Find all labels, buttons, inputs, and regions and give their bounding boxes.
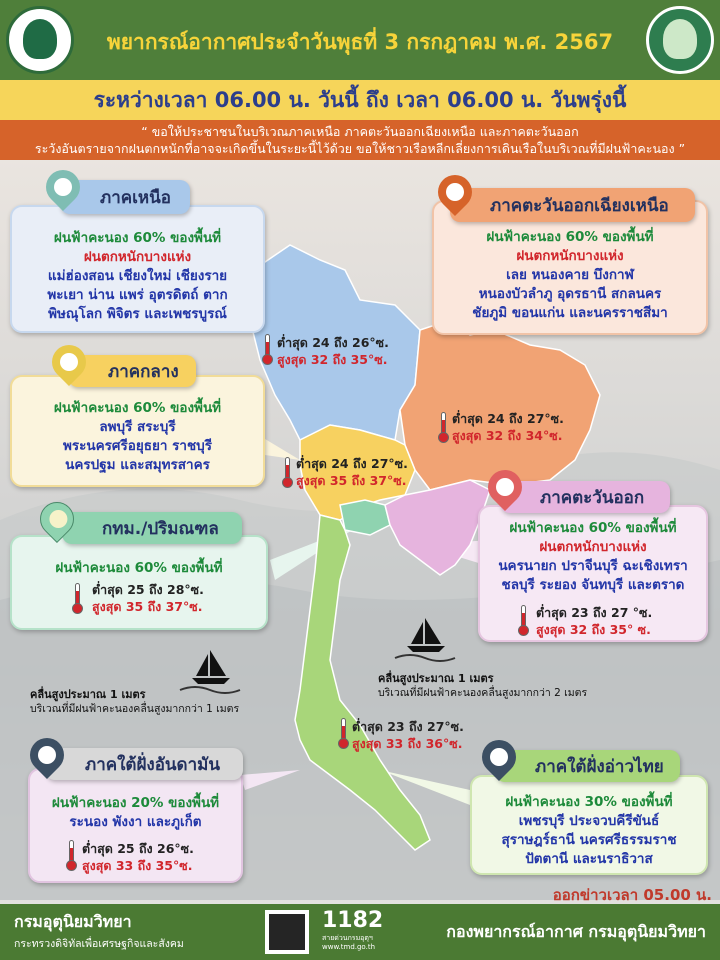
south-map-temp	[352, 718, 464, 752]
issue-time: ออกข่าวเวลา 05.00 น.	[552, 886, 712, 904]
forecast-period: ระหว่างเวลา 06.00 น. วันนี้ ถึง เวลา 06.00 น. วันพรุ่งนี้	[0, 80, 720, 120]
bangkok-label	[62, 512, 242, 544]
qr-code-icon[interactable]	[265, 910, 309, 954]
footer-bar	[0, 904, 720, 960]
gulf-note: บริเวณที่มีฝนฟ้าคะนองคลื่นสูงมากกว่า 2 เมตร	[378, 687, 588, 699]
central-temp-high: สูงสุด 35 ถึง 37°ซ.	[296, 473, 407, 488]
north-rain: ฝนฟ้าคะนอง 60% ของพื้นที่	[53, 230, 222, 246]
header-bar	[0, 0, 720, 80]
andaman-label	[45, 748, 243, 780]
east-temp	[536, 604, 652, 638]
northeast-temp-high: สูงสุด 32 ถึง 34°ซ.	[452, 428, 563, 443]
north-label-text: ภาคเหนือ	[100, 187, 171, 208]
northeast-rain: ฝนฟ้าคะนอง 60% ของพื้นที่	[486, 229, 654, 245]
northeast-areas-3: ชัยภูมิ ขอนแก่น และนครราชสีมา	[472, 305, 668, 321]
footer-division: กองพยากรณ์อากาศ กรมอุตุนิยมวิทยา	[446, 922, 706, 941]
east-areas-1: นครนายก ปราจีนบุรี ฉะเชิงเทรา	[498, 558, 688, 574]
andaman-rain: ฝนฟ้าคะนอง 20% ของพื้นที่	[51, 795, 220, 811]
gulf-sea-note	[378, 672, 587, 700]
central-areas-3: นครปฐม และสมุทรสาคร	[65, 457, 210, 473]
hotline-sub-label: สายด่วนกรมอุตุฯ	[322, 934, 373, 942]
central-temp	[296, 455, 408, 489]
andaman-wave: คลื่นสูงประมาณ 1 เมตร	[30, 688, 146, 701]
gulf-areas-2: สุราษฎร์ธานี นครศรีธรรมราช	[501, 832, 677, 848]
gulf-label-text: ภาคใต้ฝั่งอ่าวไทย	[535, 756, 664, 777]
east-heavy: ฝนตกหนักบางแห่ง	[539, 539, 647, 555]
northeast-areas-2: หนองบัวลำภู อุดรธานี สกลนคร	[478, 286, 662, 302]
ministry-logo	[6, 6, 74, 74]
central-areas-1: ลพบุรี สระบุรี	[99, 419, 176, 435]
north-areas-2: พะเยา น่าน แพร่ อุตรดิตถ์ ตาก	[47, 287, 228, 303]
northeast-label-text: ภาคตะวันออกเฉียงเหนือ	[490, 195, 669, 216]
east-temp-low: ต่ำสุด 23 ถึง 27 °ซ.	[536, 605, 653, 620]
thermometer-icon	[338, 718, 348, 748]
northeast-temp-low: ต่ำสุด 24 ถึง 27°ซ.	[452, 411, 564, 426]
andaman-areas-1: ระนอง พังงา และภูเก็ต	[69, 814, 202, 830]
east-temp-high: สูงสุด 32 ถึง 35° ซ.	[536, 622, 651, 637]
andaman-temp-low: ต่ำสุด 25 ถึง 26°ซ.	[82, 841, 194, 856]
warning-line-1: “ ขอให้ประชาชนในบริเวณภาคเหนือ ภาคตะวันออกเฉียงเหนือ และภาคตะวันออก	[141, 124, 579, 139]
northeast-temp	[452, 410, 564, 444]
north-temp	[277, 334, 389, 368]
andaman-temp-high: สูงสุด 33 ถึง 35°ซ.	[82, 858, 193, 873]
andaman-note: บริเวณที่มีฝนฟ้าคะนองคลื่นสูงมากกว่า 1 เมตร	[30, 703, 240, 715]
gulf-forecast-box	[470, 775, 708, 875]
warning-line-2: ระวังอันตรายจากฝนตกหนักที่อาจจะเกิดขึ้นในระยะนี้ไว้ด้วย ขอให้ชาวเรือหลีกเลี่ยงการเดินเรือในบริเวณที่มีฝนฟ้าคะนอง ”	[34, 141, 686, 156]
east-label-text: ภาคตะวันออก	[540, 487, 645, 508]
northeast-label	[450, 188, 695, 222]
thermometer-icon	[282, 457, 292, 487]
south-map-temp-low: ต่ำสุด 23 ถึง 27°ซ.	[352, 719, 464, 734]
thermometer-icon	[262, 334, 272, 364]
east-rain: ฝนฟ้าคะนอง 60% ของพื้นที่	[509, 520, 677, 536]
gulf-areas-1: เพชรบุรี ประจวบคีรีขันธ์	[518, 813, 660, 829]
warning-banner	[0, 120, 720, 160]
gulf-areas-3: ปัตตานี และนราธิวาส	[525, 851, 653, 867]
northeast-region-shape	[400, 320, 600, 490]
gulf-wave: คลื่นสูงประมาณ 1 เมตร	[378, 672, 494, 685]
bangkok-temp-low: ต่ำสุด 25 ถึง 28°ซ.	[92, 582, 204, 597]
north-temp-high: สูงสุด 32 ถึง 35°ซ.	[277, 352, 388, 367]
thermometer-icon	[66, 840, 76, 870]
footer-ministry: กระทรวงดิจิทัลเพื่อเศรษฐกิจและสังคม	[14, 938, 184, 950]
north-areas-3: พิษณุโลก พิจิตร และเพชรบูรณ์	[48, 306, 227, 322]
north-heavy: ฝนตกหนักบางแห่ง	[83, 249, 192, 265]
andaman-label-text: ภาคใต้ฝั่งอันดามัน	[85, 754, 220, 775]
gulf-label	[495, 750, 680, 782]
northeast-heavy: ฝนตกหนักบางแห่ง	[516, 248, 624, 264]
east-areas-2: ชลบุรี ระยอง จันทบุรี และตราด	[501, 577, 685, 593]
bangkok-rain: ฝนฟ้าคะนอง 60% ของพื้นที่	[55, 560, 223, 576]
bangkok-temp-high: สูงสุด 35 ถึง 37°ซ.	[92, 599, 203, 614]
central-label-text: ภาคกลาง	[108, 361, 179, 382]
northeast-areas-1: เลย หนองคาย บึงกาฬ	[506, 267, 634, 283]
andaman-temp	[82, 840, 194, 874]
hotline-number: 1182	[322, 908, 384, 933]
thermometer-icon	[518, 605, 528, 635]
central-rain: ฝนฟ้าคะนอง 60% ของพื้นที่	[53, 400, 222, 416]
central-label	[68, 355, 196, 387]
north-forecast-box	[10, 205, 265, 333]
south-map-temp-high: สูงสุด 33 ถึง 36°ซ.	[352, 736, 463, 751]
central-forecast-box	[10, 375, 265, 487]
hotline-sub	[322, 934, 375, 952]
website-link[interactable]: www.tmd.go.th	[322, 943, 375, 951]
north-areas-1: แม่ฮ่องสอน เชียงใหม่ เชียงราย	[47, 268, 228, 284]
page-title: พยากรณ์อากาศประจำวันพุธที่ 3 กรกฎาคม พ.ศ. 2567	[106, 30, 614, 54]
gulf-rain: ฝนฟ้าคะนอง 30% ของพื้นที่	[505, 794, 673, 810]
bangkok-label-text: กทม./ปริมณฑล	[102, 518, 219, 539]
thermometer-icon	[438, 412, 448, 442]
central-areas-2: พระนครศรีอยุธยา ราชบุรี	[63, 438, 212, 454]
footer-org: กรมอุตุนิยมวิทยา	[14, 912, 132, 931]
north-temp-low: ต่ำสุด 24 ถึง 26°ซ.	[277, 335, 389, 350]
central-temp-low: ต่ำสุด 24 ถึง 27°ซ.	[296, 456, 408, 471]
tmd-logo	[646, 6, 714, 74]
bangkok-temp	[92, 581, 204, 615]
east-label	[500, 481, 670, 513]
thermometer-icon	[72, 583, 82, 613]
andaman-sea-note	[30, 688, 239, 716]
